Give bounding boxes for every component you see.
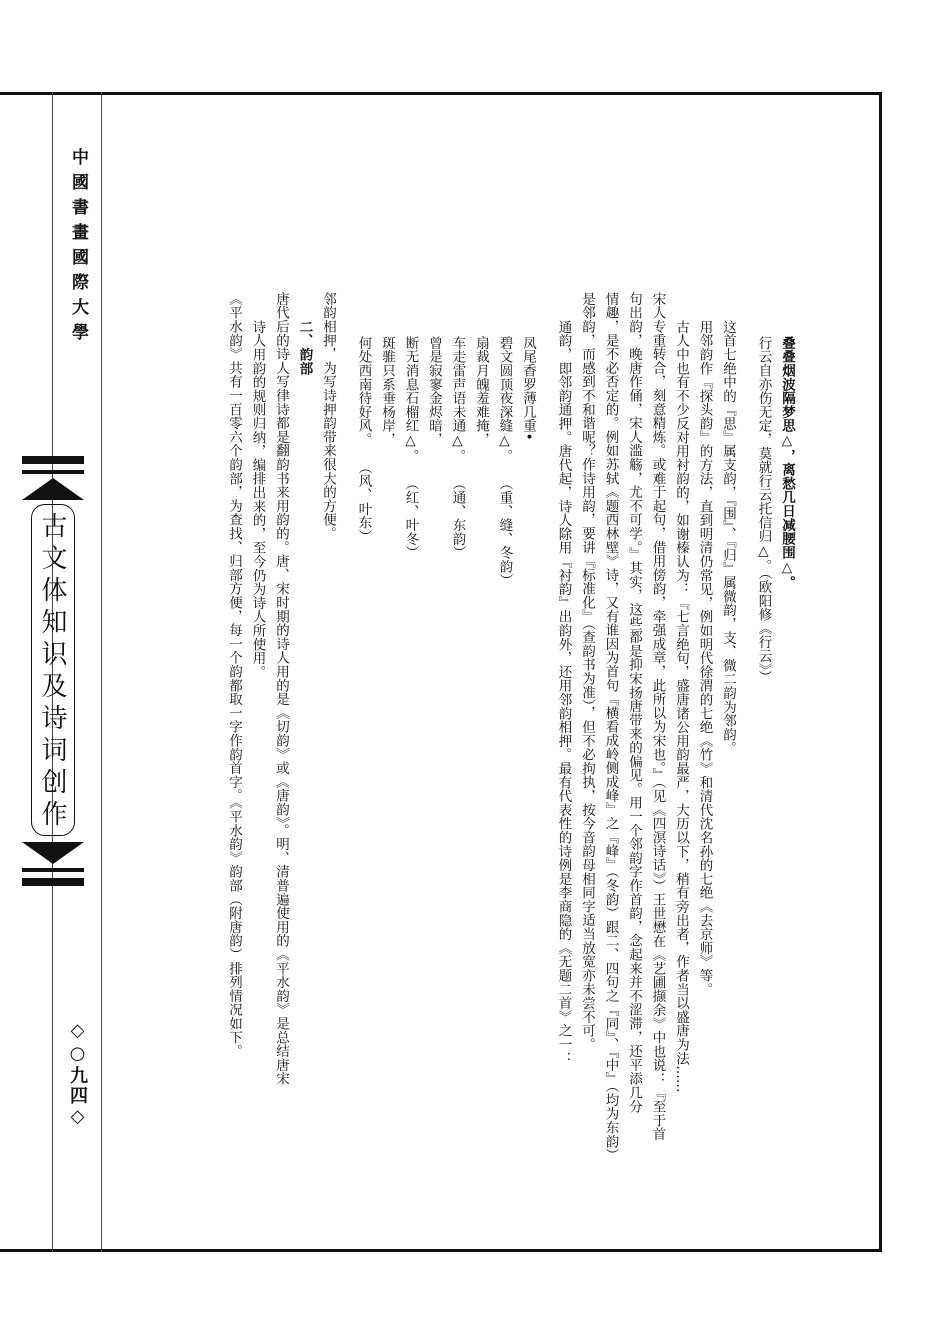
poem-line: 断无消息石榴红△。 （红、叶冬） (402, 336, 419, 560)
page-number: ◇○九四◇ (67, 1020, 88, 1129)
text-line (339, 292, 351, 1222)
text-line: 情趣，是不必否定的。例如苏轼《题西林壁》诗，又有谁因为首句『横看成岭侧成峰』之『峰』（冬韵）跟二、四句之『同』、『中』（均为东韵） (602, 292, 619, 1162)
book-title: 古文体知识及诗词创作 (37, 512, 67, 832)
poem-line: 碧文圆顶夜深缝△。 （重、缝、冬韵） (496, 336, 513, 588)
poem-line: 斑骓只系垂杨岸， (379, 336, 395, 447)
series-title: 中國書畫國際大學 (68, 148, 88, 348)
poem-line: 叠叠烟波隔梦思△，离愁几日减腰围△。 (779, 336, 795, 590)
poem-line: 曾是寂寥金烬暗， (426, 336, 442, 447)
margin-rule-right (101, 92, 102, 1252)
poem-line: 扇裁月魄羞难掩， (473, 336, 489, 447)
section-heading: 二、韵部 (296, 320, 313, 376)
banner-ornament (22, 842, 84, 864)
text-line: 唐代后的诗人写律诗都是翻韵书来用韵的。唐、宋时期的诗人用的是《切韵》或《唐韵》。明、清普遍使用的《平水韵》是总结唐宋 (273, 292, 289, 1086)
banner-bar (22, 470, 84, 474)
text-line: 通韵，即邻韵通押。唐代起，诗人除用『衬韵』出韵外，还用邻韵相押。最有代表性的诗例是李商隐的《无题二首》之一： (555, 320, 572, 1066)
text-line: 《平水韵》共有一百零六个韵部，为查找、归部方便，每一个韵都取一字作韵首字。《平水韵》韵部（附唐韵）排列情况如下。 (226, 292, 242, 1059)
text-line: 是邻韵，而感到不和谐呢？作诗用韵，要讲『标准化』（查韵书为准），但不必拘执，按今音韵母相同字适当放宽亦未尝不可。 (579, 292, 595, 1052)
text-line: 诗人用韵的规则归纳，编排出来的，至今仍为诗人所使用。 (249, 320, 266, 679)
banner-ornament (22, 478, 84, 500)
banner-bar (22, 868, 84, 872)
poem-line: 何处西南待好风。 （风、叶东） (355, 336, 372, 544)
text-line: 这首七绝中的『思』属支韵，『围』、『归』属微韵，支、微二韵为邻韵。 (720, 320, 736, 756)
banner-bar (22, 878, 84, 886)
text-line (539, 292, 551, 1222)
poem-line: 车走雷声语未通△。 （通、东韵） (449, 336, 466, 560)
banner-bar (22, 456, 84, 464)
poem-line: 行云自亦伤无定，莫就行云托信归△。（欧阳修《行云》） (755, 336, 772, 684)
body-text (148, 292, 798, 1222)
text-line: 句出韵，晚唐作俑，宋人滥觞，尤不可学。』其实，这些都是抑宋扬唐带来的偏见。用一个邻韵字作首韵，念起来并不涩滞，还平添几分 (626, 292, 642, 1114)
text-line: 邻韵相押，为写诗押韵带来很大的方便。 (320, 292, 336, 541)
text-line: 用邻韵作『探头韵』的方法，直到明清仍常见，例如明代徐渭的七绝《竹》和清代沈名孙的七绝《去京师》等。 (696, 320, 713, 997)
book-title-banner (22, 456, 84, 886)
text-line: 宋人专重转合，刻意精炼。或难于起句，借用傍韵，牵强成章，此所以为宋也。』（见《四溟诗话》）王世懋在《艺圃撷余》中也说：『至于首 (649, 292, 666, 1142)
text-line (739, 292, 751, 1222)
text-line: 古人中也有不少反对用衬韵的，如谢榛认为：『七言绝句，盛唐诸公用韵最严，大历以下，稍有旁出者，作者当以盛唐为法…… (673, 320, 689, 1093)
poem-line: 凤尾香罗薄几重• (520, 336, 536, 441)
